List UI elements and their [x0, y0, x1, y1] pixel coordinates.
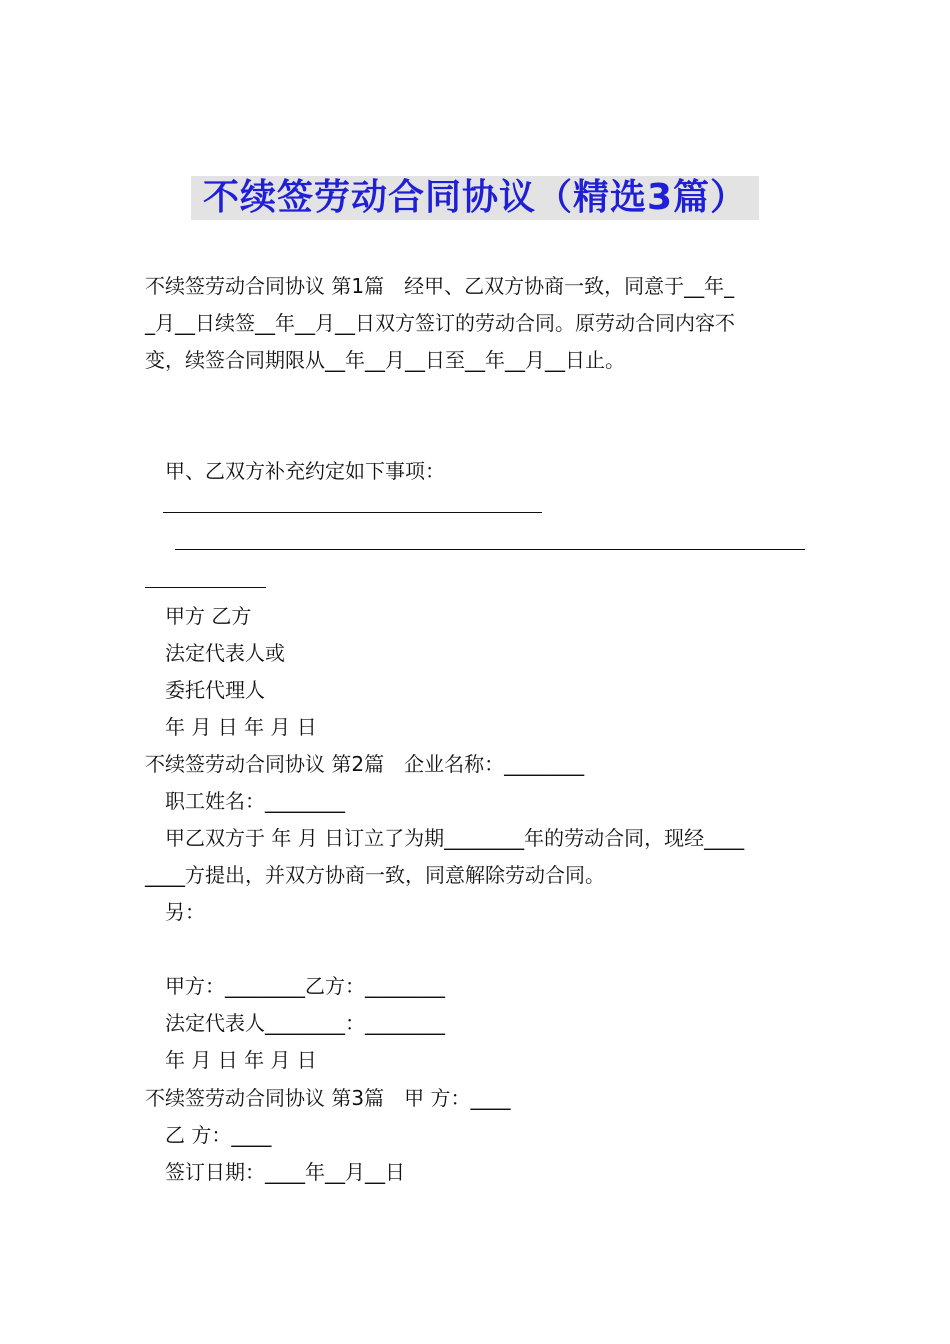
article1-date-line: 年 月 日 年 月 日 — [165, 715, 317, 739]
document-title: 不续签劳动合同协议（精选3篇） — [191, 176, 759, 220]
article3-party-b: 乙 方：____ — [165, 1123, 272, 1147]
article2-parties: 甲方：________乙方：________ — [165, 974, 445, 998]
article2-header: 不续签劳动合同协议 第2篇 企业名称：________ — [145, 752, 585, 776]
blank-rule-1 — [163, 512, 542, 513]
article3-sign-date: 签订日期：____年__月__日 — [165, 1160, 405, 1184]
article2-date-line: 年 月 日 年 月 日 — [165, 1048, 317, 1072]
representative-line1: 法定代表人或 — [165, 641, 285, 665]
article2-other: 另： — [165, 900, 205, 924]
article3-header: 不续签劳动合同协议 第3篇 甲 方：____ — [145, 1086, 511, 1110]
article1-line3: 变，续签合同期限从__年__月__日至__年__月__日止。 — [145, 348, 625, 372]
article2-body1: 甲乙双方于 年 月 日订立了为期________年的劳动合同，现经____ — [165, 826, 745, 850]
title-container — [0, 176, 950, 220]
article2-representative: 法定代表人________：________ — [165, 1011, 445, 1035]
blank-rule-3 — [145, 587, 266, 588]
article2-body2: ____方提出，并双方协商一致，同意解除劳动合同。 — [145, 863, 605, 887]
blank-rule-2 — [175, 549, 805, 550]
employee-name-line: 职工姓名：________ — [165, 789, 345, 813]
article1-line1: 不续签劳动合同协议 第1篇 经甲、乙双方协商一致，同意于__年_ — [145, 274, 735, 298]
representative-line2: 委托代理人 — [165, 678, 265, 702]
party-labels: 甲方 乙方 — [165, 604, 252, 628]
article1-line2: _月__日续签__年__月__日双方签订的劳动合同。原劳动合同内容不 — [145, 311, 735, 335]
supplement-heading: 甲、乙双方补充约定如下事项： — [165, 459, 445, 483]
